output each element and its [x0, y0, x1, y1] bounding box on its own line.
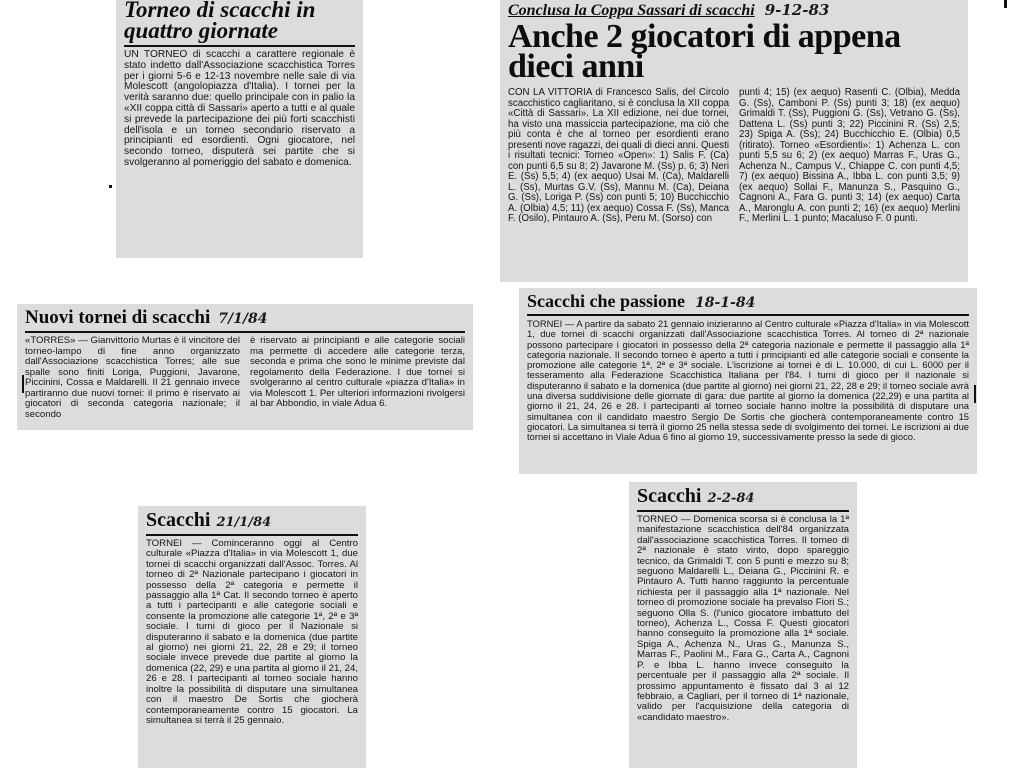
headline-text: Torneo di scacchi in quattro giornate [124, 0, 316, 43]
headline: Scacchi [146, 509, 211, 531]
clipping-torneo-quattro-giornate [116, 0, 363, 258]
headline-row [146, 509, 358, 532]
handwritten-date: 18-1-84 [695, 295, 756, 311]
scan-mark-bracket-right [974, 385, 976, 403]
clipping-scacchi-2-2-84 [629, 482, 857, 768]
divider [146, 534, 358, 536]
divider [527, 314, 969, 316]
headline-row [25, 307, 465, 329]
article-body: TORNEI — Cominceranno oggi al Centro culturale «Piazza d'Italia» in via Molescott 1, due tornei di scacchi organizzati dall'Assoc. Torres. Al torneo di 2ª Nazionale partecipano i giocatori in possesso della 2ª categoria e permette il passaggio alla 1ª Cat. Il secondo torneo è aperto a tutti i partecipanti e alle categorie sociali e consente la promozione alle categorie 1ª, 2ª e 3ª sociale. I turni di gioco per il Nazionale si disputeranno il sabato e la domenica (due partite al giorno) nei giorni 21, 22, 28 e 29; il torneo sociale invece prevede due partite al giorno la domenica (22, 29) e una partita al giorno il 21, 24, 26 e 28. I partecipanti al torneo sociale hanno inoltre la possibilità di disputare una simultanea con il maestro De Sortis che giocherà contemporaneamente contro 15 giocatori. La simultanea si terrà il 25 gennaio. [146, 538, 358, 726]
column-2 [250, 336, 465, 420]
column-2-text: è riservato ai principianti e alle categorie sociali ma permette di accedere alle categorie terza, seconda e prima che sono le minime previste dal regolamento della Federazione. I due tornei si svolgeranno al centro culturale «piazza d'Italia» in via Molescott 1. Per ulteriori informazioni rivolgersi al bar Abbondio, in viale Adua 6. [250, 335, 465, 409]
divider [637, 510, 849, 512]
clipping-scacchi-che-passione [519, 288, 977, 474]
article-columns [25, 336, 465, 420]
column-1-text: «TORRES» — Gianvittorio Murtas è il vincitore del torneo-lampo di fine anno organizzato dall'Associazione scacchistica Torres; alle sue spalle sono finiti Loriga, Puggioni, Javarone, Piccinini, Cossa e Maldarelli. Il 21 gennaio invece partiranno due nuovi tornei: il primo è riservato ai giocatori di seconda categoria nazionale; il secondo [25, 335, 240, 420]
kicker: Conclusa la Coppa Sassari di scacchi [508, 2, 755, 19]
headline: Scacchi che passione [527, 291, 686, 311]
scan-mark-dot [109, 185, 112, 188]
divider [25, 331, 465, 333]
article-body: TORNEI — A partire da sabato 21 gennaio inizieranno al Centro culturale «Piazza d'Italia» in via Molescott 1, due tornei di scacchi organizzati dall'Associazione scacchistica Torres. Al torneo di 2ª nazionale possono partecipare i giocatori in possesso della 2ª categoria nazionale e permette il passaggio alla 1ª categoria nazionale. Il secondo torneo è aperto a tutti i principianti ed alle categorie sociali e consente la promozione alle categorie 1ª, 2ª e 3ª sociale. L'iscrizione ai tornei è di L. 10.000, di cui L. 6000 per il tesseramento alla Federazione Scacchistica Italiana per l'84. I turni di gioco per il nazionale si disputeranno il sabato e la domenica (due partite al giorno) nei giorni 21, 22, 28 e 29; il torneo sociale avrà una diversa suddivisione delle giornate di gara: due partite al giorno la domenica (22,29) e una partita al giorno il 21, 24, 26 e 28. I partecipanti al torneo sociale hanno inoltre la possibilità di disputare una simultanea con il candidato maestro Sergio De Sortis che giocherà contemporaneamente contro 15 giocatori. La simultanea si terrà il giorno 25 nella stessa sede di svolgimento dei tornei. Le iscrizioni ai due tornei si accettano in Viale Adua 6 fino al giorno 19, successivamente presso la sede di gioco. [527, 318, 969, 443]
column-2-text: punti 4; 15) (ex aequo) Rasenti C. (Olbia), Medda G. (Ss), Camboni P. (Ss) punti 3; 18) (ex aequo) Grimaldi T. (Ss), Puggioni G. (Ss), Vetrano G. (Ss), Dattena L. (Ss) punti 3; 22) Piccinini R. (Ss) 2,5; 23) Spiga A. (Ss); 24) Bucchicchio E. (Olbia) 0,5 (ritirato). Torneo «Esordienti»: 1) Achenza L. con punti 5,5 su 6; 2) (ex aequo) Marras F., Uras G., Achenza N., Campus V., Chiappe C. con punti 4,5; 7) (ex aequo) Bissina A., Ibba L. con punti 3,5; 9) (ex aequo) Sollai F., Manunza S., Pasquino G., Cagnoni A., Fara G. punti 3; 14) (ex aequo) Carta A., Maronglu A. con punti 2; 16) (ex aequo) Merlini F., Merlini L. 1 punto; Macaluso F. 0 punti. [739, 87, 960, 224]
divider [124, 45, 355, 47]
headline: Scacchi [637, 485, 702, 507]
handwritten-date: 7/1/84 [218, 311, 268, 327]
headline-row [637, 485, 849, 508]
handwritten-date: 21/1/84 [216, 515, 272, 530]
handwritten-date: 2-2-84 [707, 491, 755, 506]
headline: Nuovi tornei di scacchi [25, 307, 211, 328]
clipping-scacchi-21-1-84 [138, 506, 366, 768]
column-1 [25, 336, 240, 420]
column-1-text: CON LA VITTORIA di Francesco Salis, del Circolo scacchistico cagliaritano, si è conclusa la XII coppa «Città di Sassari». La XII edizione, nei due tornei, ha visto una massiccia partecipazione, ma ciò che più conta è che al torneo per esordienti erano presenti nove ragazzi, dei quali di dieci anni. Questi i risultati tecnici: Torneo «Open»: 1) Salis F. (Ca) con punti 6,5 su 8; 2) Javarone M. (Ss) p. 6; 3) Neri E. (Ss) 5,5; 4) (ex aequo) Usai M. (Ca), Maldarelli L. (Ss), Murtas G.V. (Ss), Mannu M. (Ca), Deiana G. (Ss), Loriga P. (Ss) con punti 5; 10) Bucchicchio A. (Olbia) 4,5; 11) (ex aequo) Cossa F. (Ss), Manca F. (Osilo), Pintauro A. (Ss), Peru M. (Sorso) con [508, 87, 729, 224]
scan-mark-bracket [22, 375, 24, 393]
headline-row [527, 291, 969, 312]
column-1 [508, 88, 729, 225]
article-columns [508, 88, 960, 225]
clipping-anche-2-giocatori [500, 0, 968, 282]
scan-mark-right [1004, 0, 1007, 8]
headline: Anche 2 giocatori di appena dieci anni [508, 18, 901, 85]
clipping-nuovi-tornei [17, 304, 473, 430]
article-body: UN TORNEO di scacchi a carattere regionale è stato indetto dall'Associazione scacchistica Torres per i giorni 5-6 e 12-13 novembre nelle sale di via Molescott (angolopiazza d'Italia). I tornei per la verità saranno due: quello principale con in palio la «XII coppa città di Sassari» aperto a tutti e al quale si prevede la partecipazione dei più forti scacchisti dell'isola e un torneo secondario riservato a principianti ed esordienti. Ogni giocatore, nel secondo torneo, disputerà sei partite che si svolgeranno al pomeriggio del sabato e domenica. [124, 49, 355, 168]
handwritten-date: 9-12-83 [764, 1, 830, 19]
article-body: TORNEO — Domenica scorsa si è conclusa la 1ª manifestazione scacchistica dell'84 organizzata dall'associazione scacchistica Torres. Il torneo di 2ª nazionale è stato vinto, dopo spareggio tecnico, da Grimaldi T. con 5 punti e mezzo su 8; seguono Maldarelli L., Deiana G., Piccinini R. e Pintauro A. Tutti hanno raggiunto la percentuale richiesta per il passaggio alla 1ª nazionale. Nel torneo di promozione sociale ha prevalso Fiori S.; seguono Olla S. (l'unico giocatore imbattuto del torneo), Achenza L., Cossa F. Questi giocatori hanno conseguito la promozione alla 1ª sociale. Spiga A., Achenza N., Uras G., Manunza S., Marras F., Paolini M., Fara G., Carta A., Cagnoni P. e Ibba L. hanno invece conseguito la percentuale per il passaggio alla 2ª sociale. Il prossimo appuntamento è fissato dal 3 al 12 febbraio, a Cagliari, per il torneo di 1ª nazionale, valido per l'acquisizione della categoria di «candidato maestro». [637, 514, 849, 723]
column-2 [739, 88, 960, 225]
headline [124, 0, 355, 41]
